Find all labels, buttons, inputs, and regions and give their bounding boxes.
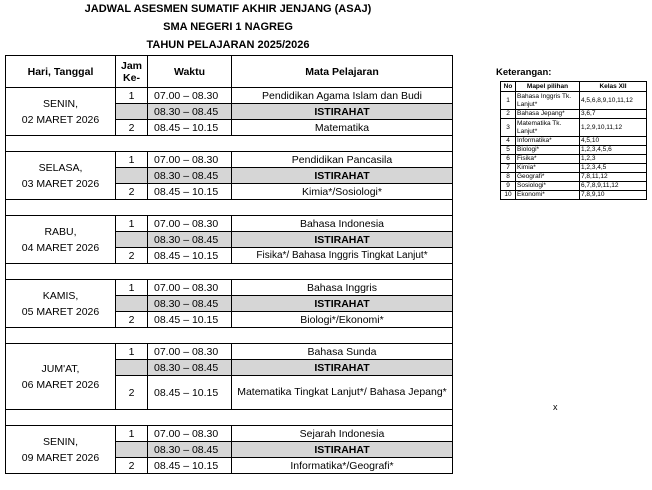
- time-cell: 08.45 – 10.15: [148, 458, 232, 474]
- legend-row: 4 Informatika* 4,5,10: [501, 137, 647, 146]
- table-row: [6, 426, 453, 442]
- subject-cell: Pendidikan Pancasila: [232, 152, 453, 168]
- break-label: ISTIRAHAT: [232, 104, 453, 120]
- schedule-table: [5, 55, 453, 474]
- legend-row: 6 Fisika* 1,2,3: [501, 155, 647, 164]
- subject-cell: Sejarah Indonesia: [232, 426, 453, 442]
- table-row: [6, 152, 453, 168]
- break-time-cell: 08.30 – 08.45: [148, 168, 232, 184]
- subject-cell: Informatika*/Geografi*: [232, 458, 453, 474]
- separator-row: [6, 410, 453, 426]
- time-cell: 07.00 – 08.30: [148, 426, 232, 442]
- jam-cell: 1: [116, 216, 148, 232]
- break-label: ISTIRAHAT: [232, 296, 453, 312]
- break-label: ISTIRAHAT: [232, 232, 453, 248]
- separator-row: [6, 200, 453, 216]
- break-time-cell: 08.30 – 08.45: [148, 232, 232, 248]
- time-cell: 07.00 – 08.30: [148, 88, 232, 104]
- table-row: [6, 280, 453, 296]
- table-row: [6, 344, 453, 360]
- subject-cell: Kimia*/Sosiologi*: [232, 184, 453, 200]
- legend-row: 7 Kimia* 1,2,3,4,5: [501, 164, 647, 173]
- subject-cell: Biologi*/Ekonomi*: [232, 312, 453, 328]
- legend-row: 5 Biologi* 1,2,3,4,5,6: [501, 146, 647, 155]
- subject-cell: Pendidikan Agama Islam dan Budi: [232, 88, 453, 104]
- school-name: SMA NEGERI 1 NAGREG: [163, 21, 293, 33]
- legend-row: 2 Bahasa Jepang* 3,6,7: [501, 110, 647, 119]
- header-subject: Mata Pelajaran: [232, 56, 453, 88]
- time-cell: 08.45 – 10.15: [148, 248, 232, 264]
- subject-cell: Bahasa Inggris: [232, 280, 453, 296]
- subject-cell: Bahasa Sunda: [232, 344, 453, 360]
- schedule-title: JADWAL ASESMEN SUMATIF AKHIR JENJANG (ASAJ): [84, 3, 372, 15]
- jam-cell: 2: [116, 248, 148, 264]
- jam-cell: 1: [116, 152, 148, 168]
- separator-row: [6, 328, 453, 344]
- separator-row: [6, 136, 453, 152]
- subject-cell: Fisika*/ Bahasa Inggris Tingkat Lanjut*: [232, 248, 453, 264]
- stray-mark: x: [553, 402, 558, 412]
- jam-cell: 2: [116, 184, 148, 200]
- break-label: ISTIRAHAT: [232, 168, 453, 184]
- header-day: Hari, Tanggal: [6, 56, 116, 88]
- break-time-cell: 08.30 – 08.45: [148, 296, 232, 312]
- separator-row: [6, 264, 453, 280]
- jam-cell: 2: [116, 120, 148, 136]
- jam-cell: 2: [116, 376, 148, 410]
- legend-row: 3 Matematika Tk. Lanjut* 1,2,9,10,11,12: [501, 119, 647, 137]
- time-cell: 07.00 – 08.30: [148, 216, 232, 232]
- subject-cell: Matematika: [232, 120, 453, 136]
- time-cell: 08.45 – 10.15: [148, 312, 232, 328]
- time-cell: 08.45 – 10.15: [148, 184, 232, 200]
- table-row: [6, 88, 453, 104]
- header-time: Waktu: [148, 56, 232, 88]
- jam-cell: 1: [116, 426, 148, 442]
- legend-header-kelas: Kelas XII: [580, 82, 647, 92]
- time-cell: 07.00 – 08.30: [148, 280, 232, 296]
- break-label: ISTIRAHAT: [232, 442, 453, 458]
- subject-cell: Matematika Tingkat Lanjut*/ Bahasa Jepang*: [232, 376, 453, 410]
- jam-cell: 1: [116, 88, 148, 104]
- day-cell: KAMIS, 05 MARET 2026: [6, 280, 116, 328]
- break-time-cell: 08.30 – 08.45: [148, 104, 232, 120]
- legend-header-mapel: Mapel pilihan: [516, 82, 580, 92]
- jam-cell: 1: [116, 344, 148, 360]
- break-time-cell: 08.30 – 08.45: [148, 442, 232, 458]
- legend-header-no: No: [501, 82, 516, 92]
- time-cell: 08.45 – 10.15: [148, 376, 232, 410]
- time-cell: 08.45 – 10.15: [148, 120, 232, 136]
- header-jam: Jam Ke-: [116, 56, 148, 88]
- table-row: [6, 216, 453, 232]
- break-time-cell: 08.30 – 08.45: [148, 360, 232, 376]
- legend-row: 8 Geografi* 7,8,11,12: [501, 173, 647, 182]
- academic-year: TAHUN PELAJARAN 2025/2026: [146, 39, 310, 51]
- break-label: ISTIRAHAT: [232, 360, 453, 376]
- subject-cell: Bahasa Indonesia: [232, 216, 453, 232]
- jam-cell: 1: [116, 280, 148, 296]
- day-cell: SELASA, 03 MARET 2026: [6, 152, 116, 200]
- legend-table: [500, 81, 647, 200]
- legend-row: 1 Bahasa Inggris Tk. Lanjut* 4,5,6,8,9,10,11,12: [501, 92, 647, 110]
- day-cell: SENIN, 09 MARET 2026: [6, 426, 116, 474]
- day-cell: JUM'AT, 06 MARET 2026: [6, 344, 116, 410]
- legend-title: Keterangan:: [496, 67, 552, 78]
- jam-cell: 2: [116, 312, 148, 328]
- day-cell: SENIN, 02 MARET 2026: [6, 88, 116, 136]
- jam-cell: 2: [116, 458, 148, 474]
- time-cell: 07.00 – 08.30: [148, 344, 232, 360]
- legend-row: 9 Sosiologi* 6,7,8,9,11,12: [501, 182, 647, 191]
- time-cell: 07.00 – 08.30: [148, 152, 232, 168]
- legend-row: 10 Ekonomi* 7,8,9,10: [501, 191, 647, 200]
- day-cell: RABU, 04 MARET 2026: [6, 216, 116, 264]
